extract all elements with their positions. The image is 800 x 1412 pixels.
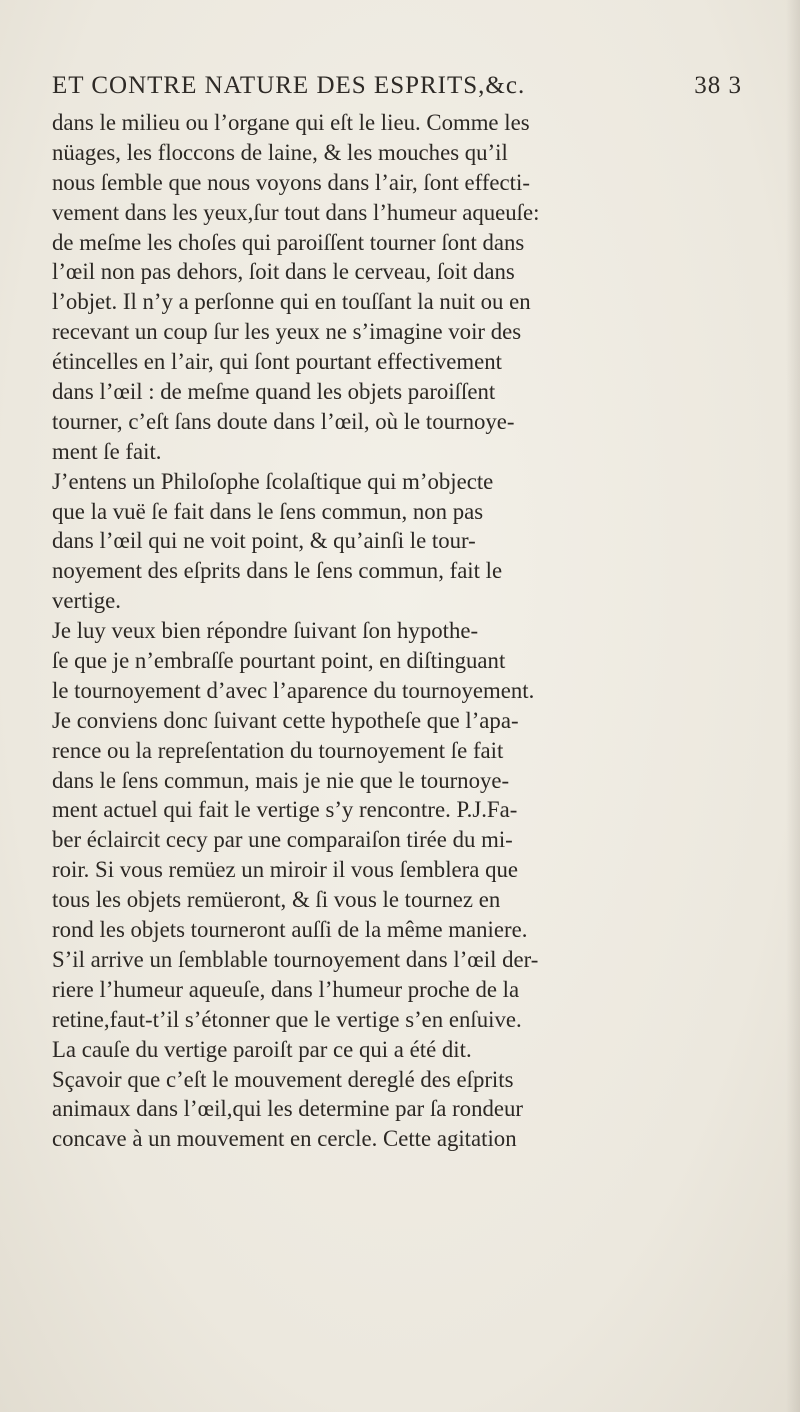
running-title: ET CONTRE NATURE DES ESPRITS,&c. [52,72,526,99]
text-line: Sçavoir que c’eſt le mouvement dereglé des eſprits [52,1066,514,1092]
text-line: Je conviens donc ſuivant cette hypotheſe que l’apa- [52,707,519,733]
text-line: La cauſe du vertige paroiſt par ce qui a été dit. [52,1036,472,1062]
text-line: dans le ſens commun, mais je nie que le tournoye- [52,767,510,793]
text-line: noyement des eſprits dans le ſens commun, fait le [52,558,503,584]
text-line: de meſme les choſes qui paroiſſent tourner ſont dans [52,229,525,255]
text-line: vertige. [52,588,121,614]
text-line: dans le milieu ou l’organe qui eſt le lieu. Comme les [52,110,530,135]
body-text [52,108,772,1154]
text-line: J’entens un Philoſophe ſcolaſtique qui m’objecte [52,468,494,494]
text-line: Je luy veux bien répondre ſuivant ſon hypothe- [52,618,479,644]
text-line: S’il arrive un ſemblable tournoyement dans l’œil der- [52,946,539,972]
text-line: animaux dans l’œil,qui les determine par ſa rondeur [52,1096,523,1122]
running-head [52,72,752,100]
text-line: concave à un mouvement en cercle. Cette agitation [52,1126,517,1152]
text-line: vement dans les yeux,ſur tout dans l’humeur aqueuſe: [52,199,540,225]
text-line: riere l’humeur aqueuſe, dans l’humeur proche de la [52,976,520,1002]
text-line: tous les objets remüeront, & ſi vous le tournez en [52,887,501,913]
text-line: dans l’œil qui ne voit point, & qu’ainſi le tour- [52,528,476,554]
text-line: ment actuel qui fait le vertige s’y rencontre. P.J.Fa- [52,797,518,823]
text-line: l’œil non pas dehors, ſoit dans le cerveau, ſoit dans [52,259,515,285]
text-line: rence ou la repreſentation du tournoyement ſe fait [52,737,504,763]
text-line: le tournoyement d’avec l’aparence du tournoyement. [52,677,535,703]
text-line: étincelles en l’air, qui ſont pourtant effectivement [52,349,503,375]
text-line: dans l’œil : de meſme quand les objets paroiſſent [52,379,496,405]
text-line: retine,faut-t’il s’étonner que le vertige s’en enſuive. [52,1006,522,1032]
text-line: roir. Si vous remüez un miroir il vous ſemblera que [52,857,518,883]
text-line: rond les objets tourneront auſſi de la même maniere. [52,917,528,943]
text-line: nous ſemble que nous voyons dans l’air, ſont effecti- [52,169,530,195]
text-line: tourner, c’eſt ſans doute dans l’œil, où le tournoye- [52,408,515,434]
page-edge-shadow [786,0,800,1412]
text-line: recevant un coup ſur les yeux ne s’imagine voir des [52,319,522,345]
text-line: ſe que je n’embraſſe pourtant point, en diſtinguant [52,648,506,674]
text-line: ment ſe fait. [52,438,162,464]
text-line: ber éclaircit cecy par une comparaiſon tirée du mi- [52,827,513,853]
text-line: nüages, les floccons de laine, & les mouches qu’il [52,139,508,165]
text-line: l’objet. Il n’y a perſonne qui en touſſant la nuit ou en [52,289,531,315]
text-line: que la vuë ſe fait dans le ſens commun, non pas [52,498,484,524]
page-number: 38 3 [694,72,742,99]
